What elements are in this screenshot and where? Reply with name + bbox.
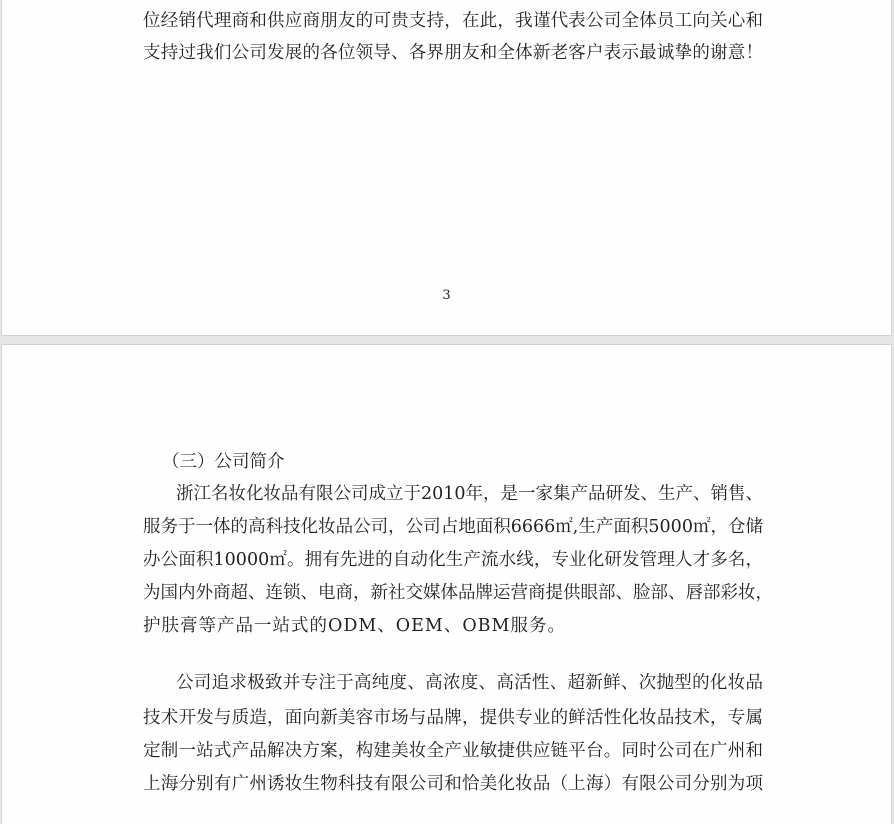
- text-line: 公司追求极致并专注于高纯度、高浓度、高活性、超新鲜、次抛型的化妆品: [176, 673, 763, 693]
- page-number: 3: [442, 288, 451, 303]
- text-line: 上海分别有广州诱妆生物科技有限公司和恰美化妆品（上海）有限公司分别为项: [143, 774, 763, 794]
- section-heading: （三）公司简介: [162, 452, 285, 472]
- text-line: 为国内外商超、连锁、电商，新社交媒体品牌运营商提供眼部、脸部、唇部彩妆，: [143, 583, 773, 603]
- text-line: 服务于一体的高科技化妆品公司，公司占地面积6666㎡,生产面积5000㎡，仓储: [143, 517, 763, 537]
- text-line: 技术开发与质造，面向新美容市场与品牌，提供专业的鲜活性化妆品技术，专属: [143, 708, 763, 728]
- text-line: 定制一站式产品解决方案，构建美妆全产业敏捷供应链平台。同时公司在广州和: [143, 741, 763, 761]
- text-line: 浙江名妆化妆品有限公司成立于2010年，是一家集产品研发、生产、销售、: [176, 484, 764, 504]
- text-line: 护肤膏等产品一站式的ODM、OEM、OBM服务。: [143, 616, 566, 636]
- document-page-3: [1, 0, 892, 336]
- text-line: 办公面积10000㎡。拥有先进的自动化生产流水线，专业化研发管理人才多名，: [143, 550, 763, 570]
- text-line: 支持过我们公司发展的各位领导、各界朋友和全体新老客户表示最诚挚的谢意！: [143, 43, 763, 63]
- document-page-4: [1, 344, 892, 824]
- text-line: 位经销代理商和供应商朋友的可贵支持，在此，我谨代表公司全体员工向关心和: [143, 11, 763, 31]
